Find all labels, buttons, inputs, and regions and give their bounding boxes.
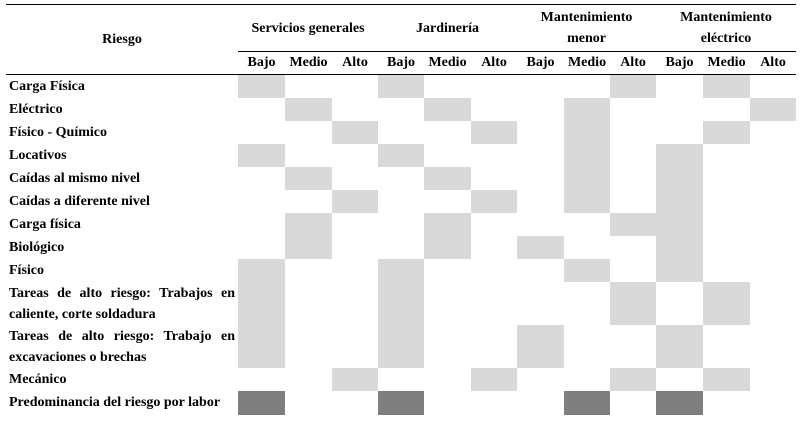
table-row — [6, 325, 796, 368]
level-header-bajo: Bajo — [387, 55, 416, 70]
risk-level-empty-cell — [332, 213, 378, 236]
risk-level-empty-cell — [750, 213, 796, 236]
group-header-jardineria: Jardinería — [416, 20, 480, 36]
risk-level-marked-cell — [564, 259, 610, 282]
risk-level-marked-cell — [471, 368, 517, 391]
table-row — [6, 75, 796, 99]
risk-level-marked-cell — [378, 144, 424, 167]
risk-level-empty-cell — [750, 75, 796, 99]
risk-level-empty-cell — [656, 368, 703, 391]
risk-level-empty-cell — [517, 213, 564, 236]
risk-level-marked-cell — [238, 75, 285, 99]
risk-level-empty-cell — [703, 259, 750, 282]
risk-level-empty-cell — [517, 282, 564, 325]
risk-level-marked-cell — [424, 236, 471, 259]
risk-level-marked-cell — [564, 98, 610, 121]
risk-level-empty-cell — [610, 259, 656, 282]
risk-level-empty-cell — [378, 368, 424, 391]
risk-level-empty-cell — [285, 190, 332, 213]
risk-level-empty-cell — [424, 259, 471, 282]
risk-level-empty-cell — [517, 98, 564, 121]
risk-level-empty-cell — [471, 75, 517, 99]
risk-label: Predominancia del riesgo por labor — [9, 395, 221, 410]
risk-level-empty-cell — [517, 259, 564, 282]
risk-level-empty-cell — [285, 75, 332, 99]
risk-level-empty-cell — [238, 190, 285, 213]
risk-level-empty-cell — [332, 98, 378, 121]
risk-level-marked-cell — [703, 282, 750, 325]
level-header-bajo: Bajo — [526, 55, 555, 70]
risk-level-empty-cell — [424, 325, 471, 368]
risk-level-empty-cell — [750, 259, 796, 282]
risk-label: Eléctrico — [9, 101, 63, 117]
risk-level-empty-cell — [564, 75, 610, 99]
risk-level-empty-cell — [656, 75, 703, 99]
risk-level-empty-cell — [238, 98, 285, 121]
risk-label: Biológico — [9, 239, 65, 255]
risk-level-marked-cell — [378, 282, 424, 325]
risk-level-empty-cell — [564, 368, 610, 391]
risk-level-empty-cell — [285, 391, 332, 415]
risk-level-empty-cell — [285, 325, 332, 368]
risk-level-empty-cell — [656, 98, 703, 121]
risk-level-empty-cell — [703, 325, 750, 368]
risk-level-empty-cell — [238, 213, 285, 236]
risk-level-empty-cell — [424, 391, 471, 415]
risk-level-marked-cell — [517, 325, 564, 368]
risk-level-empty-cell — [471, 144, 517, 167]
risk-level-empty-cell — [703, 391, 750, 415]
group-header-mantenimiento-electrico: Mantenimiento eléctrico — [680, 10, 772, 46]
risk-level-marked-cell — [564, 144, 610, 167]
risk-level-empty-cell — [750, 236, 796, 259]
predominant-risk-cell — [564, 391, 610, 415]
risk-level-empty-cell — [471, 98, 517, 121]
risk-level-marked-cell — [238, 259, 285, 282]
risk-level-empty-cell — [517, 75, 564, 99]
table-row — [6, 213, 796, 236]
risk-level-empty-cell — [285, 368, 332, 391]
risk-level-empty-cell — [378, 190, 424, 213]
risk-level-empty-cell — [378, 121, 424, 144]
risk-level-empty-cell — [471, 167, 517, 190]
risk-level-marked-cell — [564, 167, 610, 190]
risk-label: Físico - Químico — [9, 124, 107, 140]
table-row — [6, 98, 796, 121]
table-row — [6, 259, 796, 282]
table-row — [6, 121, 796, 144]
risk-level-marked-cell — [656, 325, 703, 368]
risk-level-empty-cell — [610, 236, 656, 259]
risk-level-empty-cell — [656, 282, 703, 325]
risk-level-marked-cell — [564, 190, 610, 213]
risk-level-empty-cell — [332, 236, 378, 259]
risk-label: Carga física — [9, 216, 81, 232]
level-header-medio: Medio — [428, 55, 467, 70]
group-header-servicios-generales: Servicios generales — [251, 20, 365, 36]
level-header-alto: Alto — [760, 55, 786, 70]
risk-level-empty-cell — [610, 190, 656, 213]
risk-level-empty-cell — [285, 282, 332, 325]
risk-level-empty-cell — [424, 282, 471, 325]
risk-level-empty-cell — [656, 121, 703, 144]
risk-level-empty-cell — [424, 121, 471, 144]
level-header-medio: Medio — [289, 55, 328, 70]
risk-level-empty-cell — [564, 213, 610, 236]
risk-level-empty-cell — [332, 259, 378, 282]
risk-level-empty-cell — [285, 259, 332, 282]
risk-level-empty-cell — [517, 368, 564, 391]
risk-label: Mecánico — [9, 371, 67, 387]
risk-level-empty-cell — [703, 190, 750, 213]
risk-level-empty-cell — [703, 98, 750, 121]
risk-level-empty-cell — [564, 325, 610, 368]
risk-level-empty-cell — [332, 325, 378, 368]
risk-level-marked-cell — [424, 167, 471, 190]
risk-level-empty-cell — [517, 144, 564, 167]
risk-level-empty-cell — [332, 75, 378, 99]
risk-level-empty-cell — [750, 190, 796, 213]
risk-level-empty-cell — [332, 391, 378, 415]
risk-level-marked-cell — [656, 236, 703, 259]
risk-level-empty-cell — [238, 167, 285, 190]
risk-level-marked-cell — [285, 236, 332, 259]
risk-level-marked-cell — [471, 190, 517, 213]
risk-level-empty-cell — [332, 144, 378, 167]
risk-level-empty-cell — [517, 391, 564, 415]
risk-level-marked-cell — [378, 75, 424, 99]
risk-level-marked-cell — [703, 75, 750, 99]
predominant-risk-cell — [656, 391, 703, 415]
risk-level-marked-cell — [656, 144, 703, 167]
risk-level-empty-cell — [610, 121, 656, 144]
risk-level-empty-cell — [610, 167, 656, 190]
risk-level-empty-cell — [610, 325, 656, 368]
risk-level-marked-cell — [703, 121, 750, 144]
risk-level-marked-cell — [564, 121, 610, 144]
risk-label: Caídas al mismo nivel — [9, 170, 141, 186]
risk-table-body — [6, 75, 796, 416]
risk-level-empty-cell — [610, 144, 656, 167]
risk-level-marked-cell — [610, 282, 656, 325]
risk-level-empty-cell — [703, 236, 750, 259]
risk-level-empty-cell — [703, 213, 750, 236]
level-header-bajo: Bajo — [247, 55, 276, 70]
risk-level-empty-cell — [332, 167, 378, 190]
risk-level-marked-cell — [238, 325, 285, 368]
table-row — [6, 167, 796, 190]
risk-level-marked-cell — [424, 98, 471, 121]
risk-level-marked-cell — [656, 167, 703, 190]
table-row — [6, 190, 796, 213]
level-header-medio: Medio — [567, 55, 607, 70]
risk-level-empty-cell — [564, 282, 610, 325]
risk-level-empty-cell — [285, 121, 332, 144]
risk-level-marked-cell — [332, 121, 378, 144]
risk-level-empty-cell — [424, 75, 471, 99]
table-row — [6, 368, 796, 391]
risk-column-header: Riesgo — [102, 31, 142, 47]
level-header-medio: Medio — [707, 55, 746, 70]
risk-level-empty-cell — [750, 144, 796, 167]
risk-level-empty-cell — [750, 121, 796, 144]
risk-level-empty-cell — [424, 144, 471, 167]
risk-level-empty-cell — [378, 167, 424, 190]
table-row — [6, 144, 796, 167]
risk-level-empty-cell — [471, 391, 517, 415]
risk-level-empty-cell — [703, 144, 750, 167]
risk-level-empty-cell — [564, 236, 610, 259]
risk-level-empty-cell — [424, 190, 471, 213]
risk-level-empty-cell — [332, 282, 378, 325]
risk-label: Tareas de alto riesgo: Trabajo en excavaciones o brechas — [9, 328, 235, 365]
risk-level-empty-cell — [517, 190, 564, 213]
risk-label: Locativos — [9, 147, 67, 163]
level-header-bajo: Bajo — [665, 55, 694, 70]
risk-level-empty-cell — [471, 282, 517, 325]
level-header-alto: Alto — [342, 55, 368, 70]
risk-level-marked-cell — [610, 368, 656, 391]
risk-level-marked-cell — [517, 236, 564, 259]
risk-level-empty-cell — [610, 98, 656, 121]
risk-label: Carga Física — [9, 78, 85, 94]
risk-level-marked-cell — [285, 213, 332, 236]
risk-level-marked-cell — [378, 259, 424, 282]
risk-level-empty-cell — [238, 368, 285, 391]
risk-level-empty-cell — [238, 121, 285, 144]
risk-level-marked-cell — [750, 98, 796, 121]
risk-level-empty-cell — [750, 325, 796, 368]
risk-level-empty-cell — [378, 98, 424, 121]
risk-level-marked-cell — [610, 213, 656, 236]
risk-level-marked-cell — [610, 75, 656, 99]
risk-level-empty-cell — [471, 259, 517, 282]
risk-level-empty-cell — [750, 282, 796, 325]
risk-level-empty-cell — [471, 213, 517, 236]
risk-level-marked-cell — [332, 368, 378, 391]
level-header-alto: Alto — [481, 55, 507, 70]
risk-level-marked-cell — [285, 167, 332, 190]
risk-label: Físico — [9, 262, 44, 278]
risk-level-marked-cell — [424, 213, 471, 236]
risk-level-empty-cell — [703, 167, 750, 190]
risk-level-empty-cell — [378, 236, 424, 259]
risk-label: Caídas a diferente nivel — [9, 193, 150, 209]
predominant-risk-cell — [238, 391, 285, 415]
risk-level-empty-cell — [471, 325, 517, 368]
risk-level-empty-cell — [238, 236, 285, 259]
risk-level-marked-cell — [656, 213, 703, 236]
risk-level-marked-cell — [656, 190, 703, 213]
table-row — [6, 391, 796, 415]
table-row — [6, 236, 796, 259]
risk-matrix-table — [6, 4, 796, 415]
table-row — [6, 282, 796, 325]
risk-level-marked-cell — [656, 259, 703, 282]
risk-level-empty-cell — [285, 144, 332, 167]
risk-level-empty-cell — [471, 236, 517, 259]
risk-level-empty-cell — [750, 167, 796, 190]
risk-level-marked-cell — [285, 98, 332, 121]
risk-level-marked-cell — [471, 121, 517, 144]
risk-level-empty-cell — [424, 368, 471, 391]
risk-label: Tareas de alto riesgo: Trabajos en caliente, corte soldadura — [9, 285, 235, 322]
predominant-risk-cell — [378, 391, 424, 415]
risk-level-empty-cell — [750, 391, 796, 415]
group-header-mantenimiento-menor: Mantenimiento menor — [540, 10, 633, 46]
risk-level-marked-cell — [378, 325, 424, 368]
risk-level-empty-cell — [378, 213, 424, 236]
risk-level-empty-cell — [517, 121, 564, 144]
risk-level-marked-cell — [703, 368, 750, 391]
risk-level-empty-cell — [610, 391, 656, 415]
risk-level-empty-cell — [517, 167, 564, 190]
header-row-groups — [6, 5, 796, 52]
risk-level-marked-cell — [238, 282, 285, 325]
risk-level-marked-cell — [238, 144, 285, 167]
risk-level-empty-cell — [750, 368, 796, 391]
risk-level-marked-cell — [332, 190, 378, 213]
level-header-alto: Alto — [620, 55, 646, 70]
